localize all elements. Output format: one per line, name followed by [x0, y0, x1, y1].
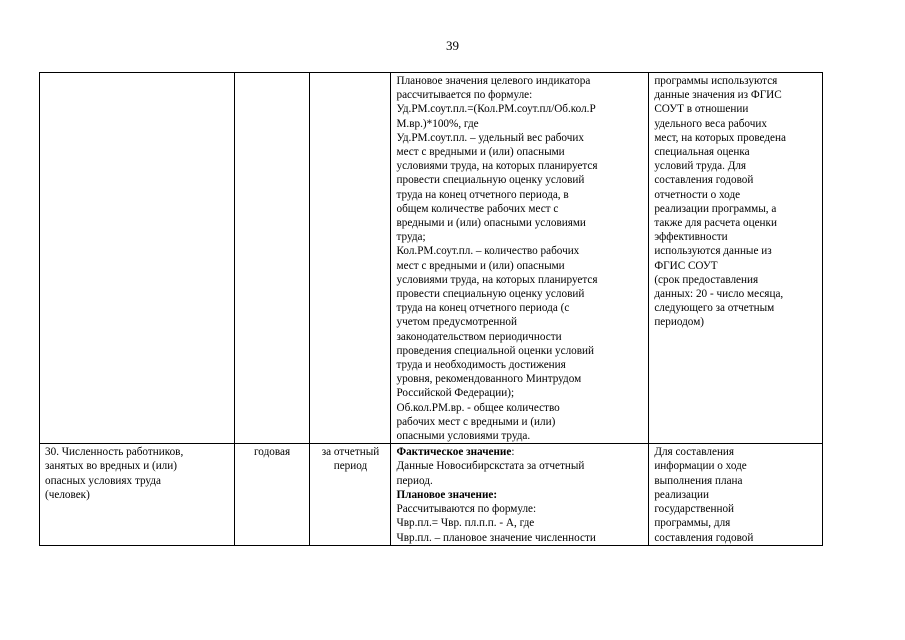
method-line: рабочих мест с вредными и (или) — [396, 415, 556, 428]
row2-method-cell — [391, 444, 649, 546]
method-line: Кол.РМ.соут.пл. – количество рабочих — [396, 245, 580, 258]
row2-period-cell — [310, 444, 391, 546]
source-line: данные значения из ФГИС — [654, 89, 782, 102]
row1-period-cell — [310, 73, 391, 444]
plan-line: Рассчитываются по формуле: — [396, 503, 537, 516]
fact-line: период. — [396, 474, 433, 487]
fact-line: Данные Новосибирскстата за отчетный — [396, 460, 585, 473]
source-line: (срок предоставления — [654, 273, 759, 286]
method-line: Российской Федерации); — [396, 387, 515, 400]
indicator-line: 30. Численность работников, — [45, 446, 184, 459]
method-line: труда на конец отчетного периода, в — [396, 188, 569, 201]
source-line: информации о ходе — [654, 460, 747, 473]
method-line: проведения специальной оценки условий — [396, 344, 595, 357]
row1-indicator-cell — [40, 73, 235, 444]
method-line: провести специальную оценку условий — [396, 174, 585, 187]
period-line: период — [333, 460, 368, 473]
row2-indicator-cell — [40, 444, 235, 546]
method-line: рассчитывается по формуле: — [396, 89, 533, 102]
source-line: используются данные из — [654, 245, 772, 258]
method-line: труда и необходимость достижения — [396, 359, 566, 372]
row1-method-cell — [391, 73, 649, 444]
indicator-line: занятых во вредных и (или) — [45, 460, 177, 473]
source-line: ФГИС СОУТ — [654, 259, 718, 272]
source-line: составления годовой — [654, 174, 754, 187]
row1-periodicity-cell — [234, 73, 310, 444]
source-line: отчетности о ходе — [654, 188, 741, 201]
source-line: СОУТ в отношении — [654, 103, 749, 116]
method-line: условиями труда, на которых планируется — [396, 160, 598, 173]
source-line: реализации — [654, 488, 709, 501]
method-line: Уд.РМ.соут.пл.=(Кол.РМ.соут.пл/Об.кол.Р — [396, 103, 596, 116]
source-line: специальная оценка — [654, 146, 750, 159]
fact-heading — [396, 445, 643, 459]
method-line: Плановое значения целевого индикатора — [396, 75, 591, 87]
periodicity-text: годовая — [254, 446, 291, 459]
source-line: эффективности — [654, 231, 728, 244]
page-number: 39 — [446, 38, 459, 53]
indicator-line: опасных условиях труда — [45, 474, 161, 487]
source-line: выполнения плана — [654, 474, 743, 487]
fact-label: Фактическое значение — [396, 446, 512, 459]
source-line: удельного веса рабочих — [654, 117, 767, 130]
source-line: условий труда. Для — [654, 160, 747, 173]
source-line: составления годовой — [654, 531, 754, 544]
fact-colon: : — [511, 446, 515, 459]
method-line: вредными и (или) опасными условиями — [396, 217, 586, 230]
method-line: труда; — [396, 231, 426, 244]
method-line: учетом предусмотренной — [396, 316, 517, 329]
method-line: опасными условиями труда. — [396, 430, 531, 443]
table-row — [40, 444, 823, 546]
method-line: провести специальную оценку условий — [396, 288, 585, 301]
source-line: программы используются — [654, 75, 778, 87]
method-line: общем количестве рабочих мест с — [396, 202, 559, 215]
row2-source-cell — [649, 444, 823, 546]
indicator-table — [39, 72, 823, 546]
method-line: уровня, рекомендованного Минтрудом — [396, 373, 582, 386]
method-line: Уд.РМ.соут.пл. – удельный вес рабочих — [396, 131, 584, 144]
period-line: за отчетный — [321, 446, 380, 459]
method-line: труда на конец отчетного периода (с — [396, 302, 570, 315]
source-line: также для расчета оценки — [654, 217, 777, 230]
plan-line: Чвр.пл. – плановое значение численности — [396, 531, 596, 544]
method-line: Об.кол.РМ.вр. - общее количество — [396, 401, 560, 414]
indicator-line: (человек) — [45, 488, 90, 501]
plan-label: Плановое значение: — [396, 488, 498, 501]
source-line: программы, для — [654, 517, 731, 530]
method-line: законодательством периодичности — [396, 330, 562, 343]
source-line: мест, на которых проведена — [654, 131, 786, 144]
table-row — [40, 73, 823, 444]
source-line: периодом) — [654, 316, 704, 329]
row1-source-cell — [649, 73, 823, 444]
method-line: мест с вредными и (или) опасными — [396, 259, 565, 272]
source-line: государственной — [654, 503, 735, 516]
source-line: данных: 20 - число месяца, — [654, 288, 784, 301]
method-line: М.вр.)*100%, где — [396, 117, 479, 130]
source-line: Для составления — [654, 446, 735, 459]
method-line: условиями труда, на которых планируется — [396, 273, 598, 286]
row2-periodicity-cell — [234, 444, 310, 546]
source-line: реализации программы, а — [654, 202, 777, 215]
plan-line: Чвр.пл.= Чвр. пл.п.п. - А, где — [396, 517, 535, 530]
method-line: мест с вредными и (или) опасными — [396, 146, 565, 159]
source-line: следующего за отчетным — [654, 302, 775, 315]
